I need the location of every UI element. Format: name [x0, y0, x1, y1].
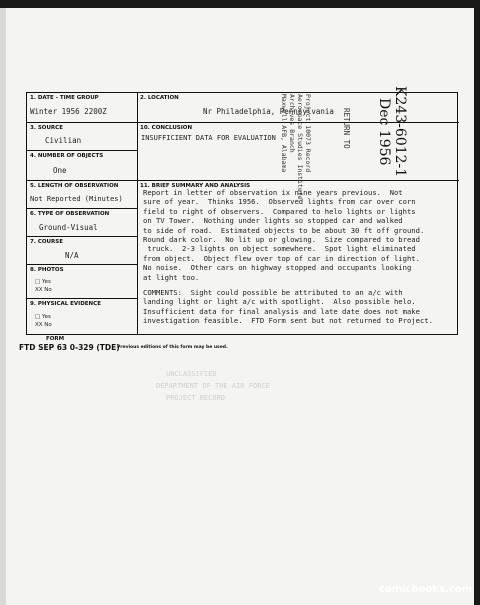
date-time-cell [27, 93, 137, 123]
objects-value: One [53, 166, 67, 175]
evidence-cell [27, 299, 137, 334]
form-label: FORM [46, 336, 65, 342]
archive-stamp-line: Archives Branch [288, 94, 296, 153]
conclusion-label: 10. CONCLUSION [140, 125, 193, 131]
objects-cell [27, 151, 137, 181]
archive-stamp-line: Project 10073 Record [304, 94, 312, 173]
location-label: 2. LOCATION [140, 95, 179, 101]
length-cell [27, 181, 137, 209]
conclusion-cell [137, 123, 459, 181]
text-line: from object. Object flew over top of car in direction of light. [143, 253, 420, 263]
photos-cell [27, 265, 137, 299]
objects-label: 4. NUMBER OF OBJECTS [30, 153, 104, 159]
text-line: Insufficient data for final analysis and late date does not make [143, 306, 420, 316]
photos-yes-checkbox: □ Yes [35, 279, 51, 285]
evidence-label: 9. PHYSICAL EVIDENCE [30, 301, 101, 307]
type-value: Ground-Visual [39, 223, 98, 232]
handwritten-date: Dec 1956 [376, 98, 392, 166]
length-value: Not Reported (Minutes) [30, 195, 123, 203]
photos-no-checkbox: XX No [35, 287, 52, 293]
watermark: comicbooks.com [378, 584, 472, 595]
photos-label: 8. PHOTOS [30, 267, 64, 273]
course-label: 7. COURSE [30, 239, 63, 245]
ghost-text: UNCLASSIFIED [166, 370, 217, 378]
ghost-text: PROJECT RECORD [166, 394, 226, 402]
text-line: to side of road. Estimated objects to be about 30 ft off ground. [143, 225, 425, 235]
course-cell [27, 237, 137, 265]
source-label: 3. SOURCE [30, 125, 63, 131]
handwritten-reference: K243-6012-1 [392, 86, 408, 178]
type-cell [27, 209, 137, 237]
form-note: Previous editions of this form may be used. [117, 345, 228, 350]
date-time-label: 1. DATE - TIME GROUP [30, 95, 99, 101]
summary-cell [137, 181, 459, 334]
source-value: Civilian [45, 136, 82, 145]
text-line: Report in letter of observation ix nine years previous. Not [143, 188, 403, 197]
source-cell [27, 123, 137, 151]
conclusion-value: INSUFFICIENT DATA FOR EVALUATION [141, 134, 276, 142]
text-line: landing light or light a/c with spotlight. Also possible helo. [143, 297, 416, 307]
archive-stamp-line: Maxwell AFB, Alabama [280, 94, 288, 173]
course-value: N/A [65, 251, 79, 260]
evidence-yes-checkbox: □ Yes [35, 314, 51, 320]
location-cell [137, 93, 459, 123]
project-record-card [26, 92, 458, 335]
return-to-stamp: RETURN TO [342, 108, 351, 149]
type-label: 6. TYPE OF OBSERVATION [30, 211, 110, 217]
location-value: Nr Philadelphia, Pennsylvania [203, 107, 334, 116]
text-line: Round dark color. No lit up or glowing. Size compared to bread [143, 235, 420, 244]
date-time-value: Winter 1956 2200Z [30, 107, 107, 116]
archive-stamp-line: Aerospace Studies Institute [296, 94, 304, 200]
evidence-no-checkbox: XX No [35, 322, 52, 328]
text-line: sure of year. Thinks 1956. Observed lights from car over corn [143, 197, 416, 207]
text-line: investigation feasible. FTD Form sent but not returned to Project. [143, 316, 433, 326]
text-line: at light too. [143, 272, 200, 282]
document-page [6, 8, 474, 605]
text-line: COMMENTS: Sight could possible be attributed to an a/c with [143, 288, 403, 297]
form-number: FTD SEP 63 0-329 (TDE) [19, 343, 120, 352]
text-line: field to right of observers. Compared to helo lights or lights [143, 206, 416, 216]
text-line: on TV Tower. Nothing under lights so stopped car and walked [143, 216, 403, 226]
text-line: No noise. Other cars on highway stopped and occupants looking [143, 263, 412, 273]
length-label: 5. LENGTH OF OBSERVATION [30, 183, 119, 189]
summary-label: 11. BRIEF SUMMARY AND ANALYSIS [140, 183, 251, 189]
ghost-text: DEPARTMENT OF THE AIR FORCE [156, 382, 270, 390]
left-column [27, 93, 138, 334]
text-line: truck. 2-3 lights on object somewhere. Spot light eliminated [143, 244, 416, 254]
